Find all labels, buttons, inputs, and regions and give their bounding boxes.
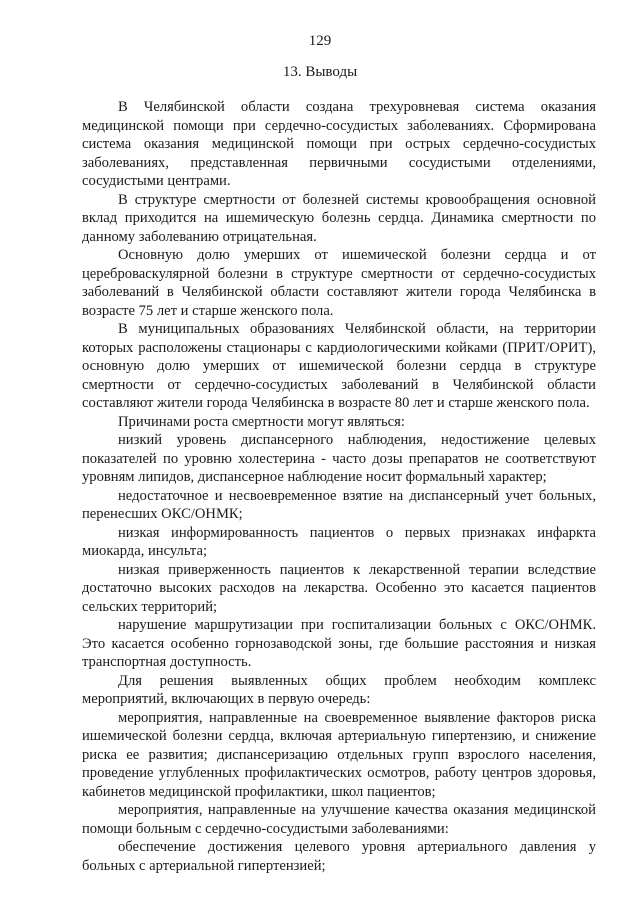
body-text	[82, 98, 596, 875]
paragraph: В Челябинской области создана трехуровневая система оказания медицинской помощи при сердечно-сосудистых заболеваниях. Сформирована система оказания медицинской помощи при острых сердечно-сосудистых заболеваниях, представленная первичными сосудистыми отделениями, сосудистыми центрами.	[82, 99, 596, 189]
paragraph: В муниципальных образованиях Челябинской области, на территории которых расположены стационары с кардиологическими койками (ПРИТ/ОРИТ), основную долю умерших от ишемической болезни сердца в структуре смертности от сердечно-сосудистых заболеваний в Челябинской области составляют жители города Челябинска в возрасте 80 лет и старше женского пола.	[82, 321, 596, 411]
list-item: мероприятия, направленные на своевременное выявление факторов риска ишемической болезни сердца, включая артериальную гипертензию, и снижение риска ее развития; диспансеризацию отдельных групп взрослого населения, проведение углубленных профилактических осмотров, работу центров здоровья, кабинетов медицинской профилактики, школ пациентов;	[82, 709, 596, 800]
paragraph: Основную долю умерших от ишемической болезни сердца и от цереброваскулярной болезни в структуре смертности от сердечно-сосудистых заболеваний в Челябинской области составляют жители города Челябинска в возрасте 75 лет и старше женского пола.	[82, 247, 596, 319]
list-item: недостаточное и несвоевременное взятие на диспансерный учет больных, перенесших ОКС/ОНМК;	[82, 487, 596, 522]
list-item: мероприятия, направленные на улучшение качества оказания медицинской помощи больным с сердечно-сосудистыми заболеваниями:	[82, 802, 596, 837]
list-item: обеспечение достижения целевого уровня артериального давления у больных с артериальной гипертензией;	[82, 839, 596, 874]
list-item: низкая приверженность пациентов к лекарственной терапии вследствие достаточно высоких расходов на лекарства. Особенно это касается пациентов сельских территорий;	[82, 561, 596, 615]
list-item: низкая информированность пациентов о первых признаках инфаркта миокарда, инсульта;	[82, 524, 596, 559]
paragraph: В структуре смертности от болезней системы кровообращения основной вклад приходится на ишемическую болезнь сердца. Динамика смертности по данному заболеванию отрицательная.	[82, 191, 596, 245]
section-heading: 13. Выводы	[282, 64, 358, 80]
page-number: 129	[308, 33, 332, 49]
paragraph: Для решения выявленных общих проблем необходим комплекс мероприятий, включающих в первую очередь:	[82, 672, 596, 707]
paragraph: Причинами роста смертности могут являться:	[118, 413, 405, 430]
list-item: нарушение маршрутизации при госпитализации больных с ОКС/ОНМК. Это касается особенно горнозаводской зоны, где большие расстояния и низкая транспортная доступность.	[82, 617, 596, 670]
list-item: низкий уровень диспансерного наблюдения, недостижение целевых показателей по уровню холестерина - часто дозы препаратов не соответствуют уровням липидов, диспансерное наблюдение носит формальный характер;	[82, 432, 596, 485]
